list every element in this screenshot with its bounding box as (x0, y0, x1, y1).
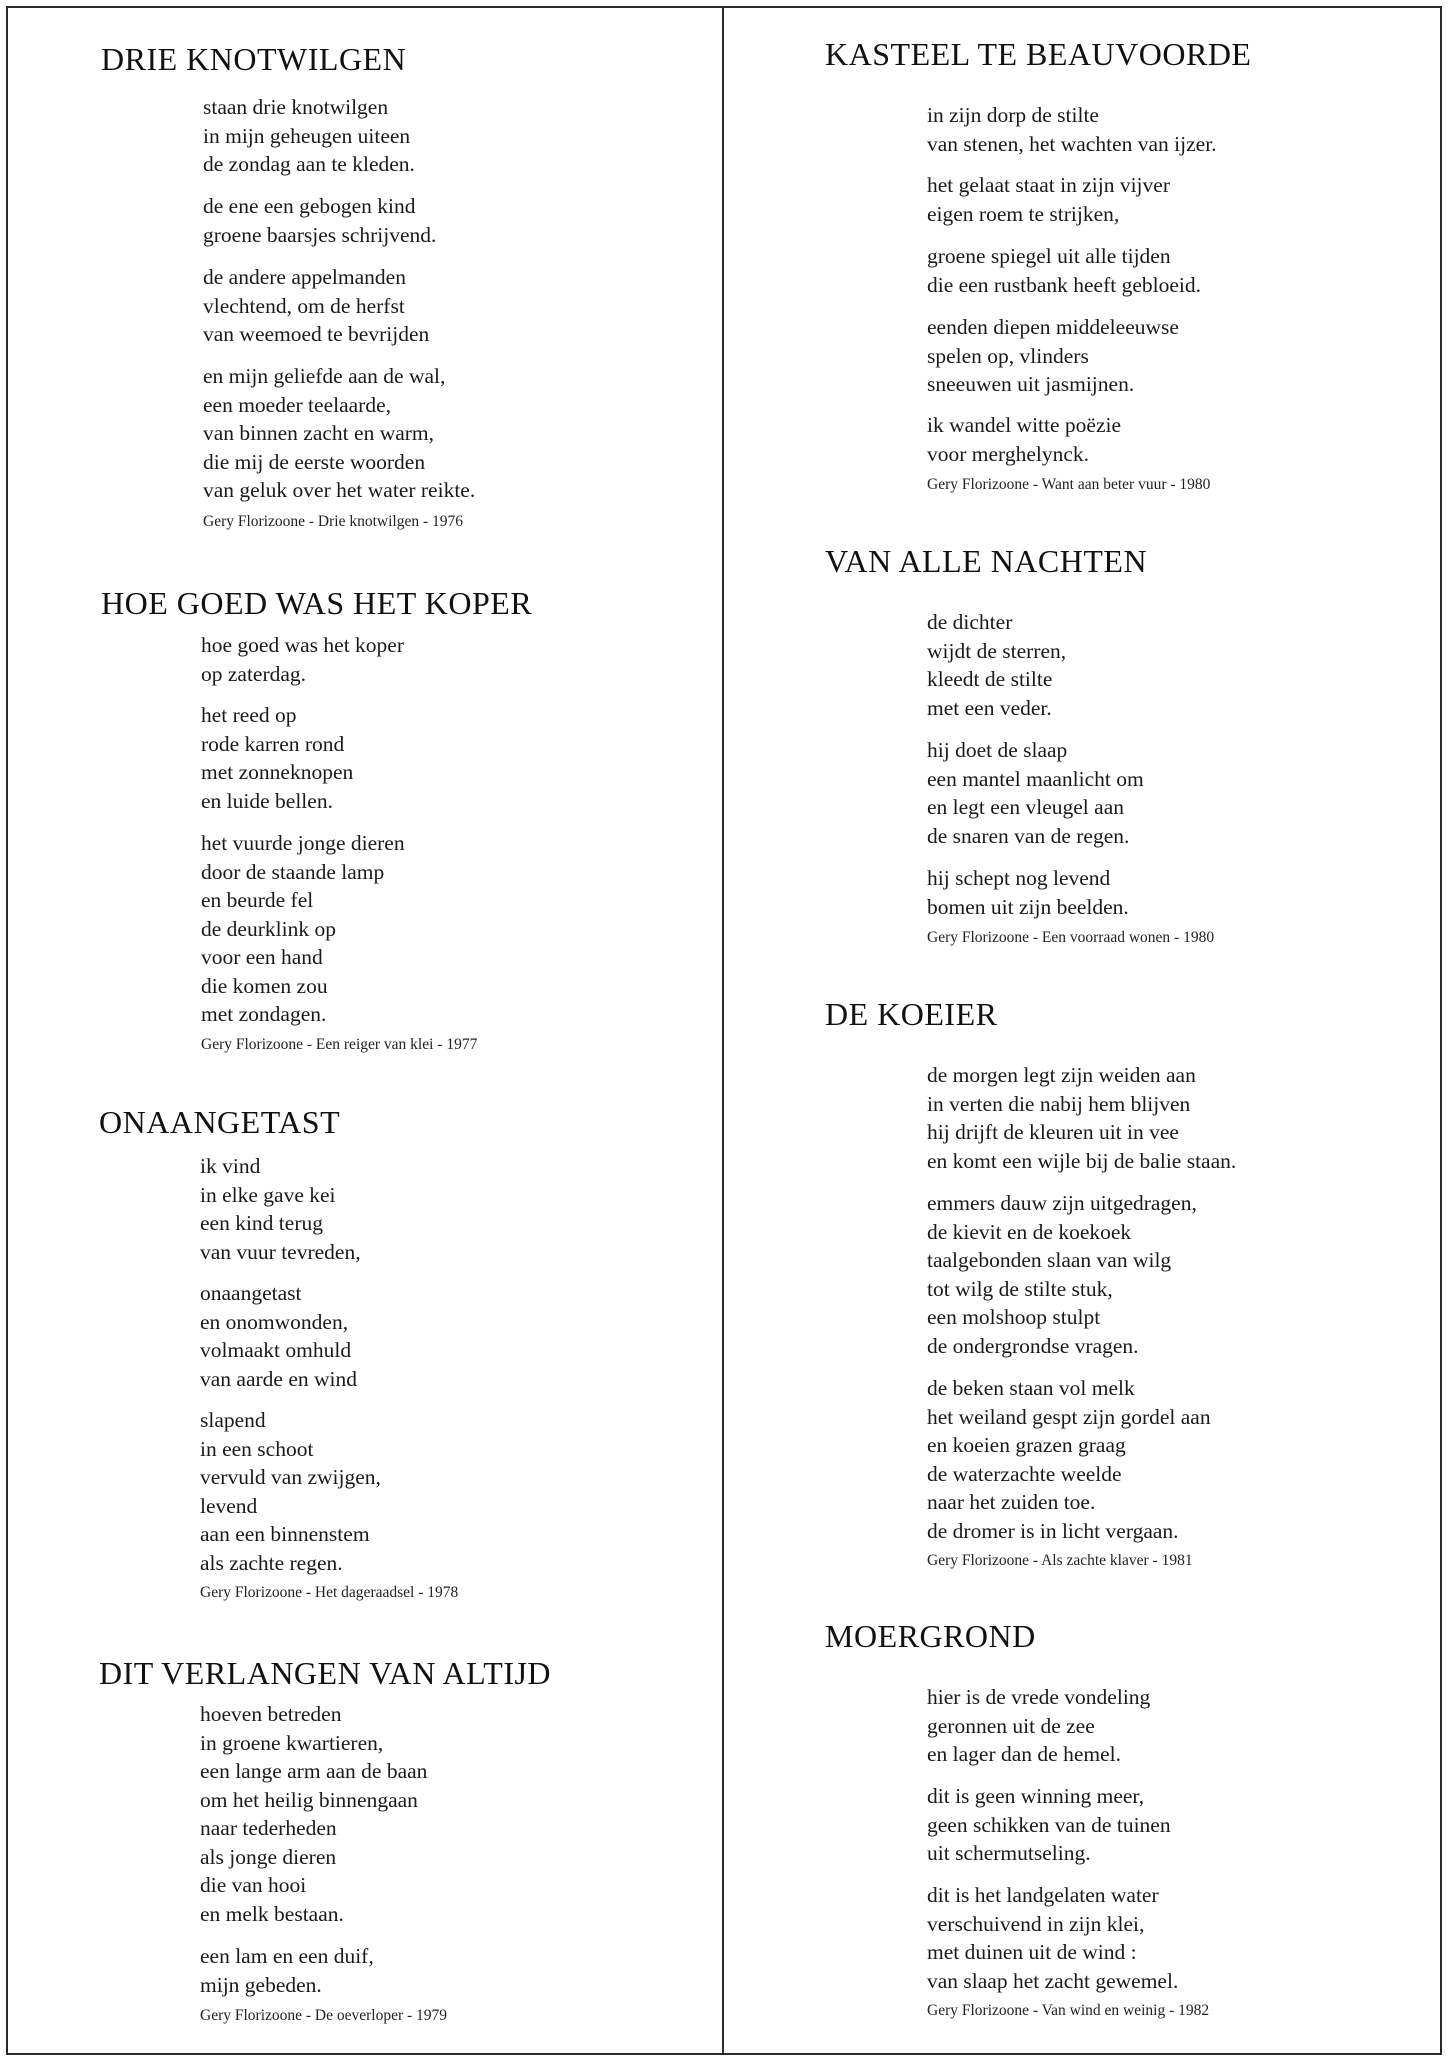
verse-line: in een schoot (200, 1436, 314, 1461)
stanza (927, 171, 1170, 228)
verse-line: en komt een wijle bij de balie staan. (927, 1148, 1237, 1173)
verse-line: tot wilg de stilte stuk, (927, 1276, 1113, 1301)
verse-line: in zijn dorp de stilte (927, 103, 1099, 127)
verse-line: emmers dauw zijn uitgedragen, (927, 1191, 1197, 1215)
verse-line: als jonge dieren (200, 1844, 337, 1869)
verse-line: taalgebonden slaan van wilg (927, 1248, 1172, 1272)
stanza (927, 313, 1179, 399)
verse-line: spelen op, vlinders (927, 343, 1089, 368)
verse-line: en beurde fel (201, 888, 314, 912)
verse-line: met een veder. (927, 695, 1052, 720)
poem-title: VAN ALLE NACHTEN (825, 543, 1148, 579)
verse-line: de beken staan vol melk (927, 1376, 1135, 1400)
verse-line: hij drijft de kleuren uit in vee (927, 1120, 1179, 1144)
poem-title: MOERGROND (825, 1618, 1036, 1654)
verse-line: van stenen, het wachten van ijzer. (927, 131, 1217, 156)
verse-line: de deurklink op (201, 916, 336, 941)
verse-line: naar tederheden (200, 1816, 337, 1840)
verse-line: door de staande lamp (201, 859, 385, 884)
stanza (927, 864, 1129, 921)
verse-line: in verten die nabij hem blijven (927, 1091, 1191, 1116)
stanza (927, 1881, 1178, 1995)
verse-line: en koeien grazen graag (927, 1433, 1126, 1457)
stanza (927, 1782, 1171, 1868)
verse-line: vlechtend, om de herfst (203, 293, 405, 318)
verse-line: geen schikken van de tuinen (927, 1812, 1171, 1837)
stanza (927, 101, 1217, 158)
verse-line: staan drie knotwilgen (203, 95, 389, 119)
verse-line: hoe goed was het koper (201, 633, 404, 657)
verse-line: met duinen uit de wind : (927, 1940, 1137, 1964)
verse-line: een kind terug (200, 1211, 323, 1235)
verse-line: rode karren rond (201, 731, 345, 756)
verse-line: vervuld van zwijgen, (200, 1465, 381, 1489)
verse-line: die een rustbank heeft gebloeid. (927, 272, 1202, 297)
verse-line: aan een binnenstem (200, 1522, 370, 1546)
verse-line: dit is geen winning meer, (927, 1784, 1145, 1808)
verse-line: en onomwonden, (200, 1309, 349, 1334)
verse-line: een moeder teelaarde, (203, 392, 391, 417)
stanza (203, 362, 475, 505)
verse-line: de ondergrondse vragen. (927, 1333, 1139, 1358)
stanza (201, 701, 353, 815)
verse-line: en melk bestaan. (200, 1901, 344, 1926)
poem-title: HOE GOED WAS HET KOPER (101, 585, 533, 621)
stanza (203, 93, 415, 179)
poem-credit: Gery Florizoone - Een voorraad wonen - 1980 (927, 929, 1215, 946)
stanza (927, 736, 1144, 850)
verse-line: het weiland gespt zijn gordel aan (927, 1404, 1211, 1429)
verse-line: volmaakt omhuld (200, 1338, 352, 1362)
verse-line: en luide bellen. (201, 788, 333, 813)
verse-line: uit schermutseling. (927, 1841, 1091, 1865)
poem-title: KASTEEL TE BEAUVOORDE (825, 36, 1252, 72)
poem-credit: Gery Florizoone - Een reiger van klei - 1977 (201, 1036, 478, 1053)
stanza (200, 1279, 357, 1393)
column-divider (722, 6, 724, 2055)
verse-line: groene baarsjes schrijvend. (203, 222, 437, 247)
verse-line: mijn gebeden. (200, 1972, 322, 1997)
verse-line: bomen uit zijn beelden. (927, 894, 1129, 919)
verse-line: het gelaat staat in zijn vijver (927, 173, 1170, 197)
poem-credit: Gery Florizoone - Van wind en weinig - 1982 (927, 2002, 1210, 2019)
verse-line: van vuur tevreden, (200, 1239, 361, 1264)
verse-line: die mij de eerste woorden (203, 449, 426, 474)
verse-line: hier is de vrede vondeling (927, 1685, 1151, 1709)
verse-line: de andere appelmanden (203, 265, 406, 289)
verse-line: de dromer is in licht vergaan. (927, 1518, 1179, 1543)
verse-line: in mijn geheugen uiteen (203, 123, 411, 148)
verse-line: onaangetast (200, 1281, 302, 1305)
verse-line: een lam en een duif, (200, 1944, 374, 1968)
verse-line: de morgen legt zijn weiden aan (927, 1063, 1196, 1087)
verse-line: de ene een gebogen kind (203, 194, 416, 218)
poem-credit: Gery Florizoone - Het dageraadsel - 1978 (200, 1584, 459, 1601)
stanza (927, 1189, 1197, 1360)
stanza (201, 631, 404, 688)
poem-title: DE KOEIER (825, 996, 998, 1032)
verse-line: het vuurde jonge dieren (201, 831, 405, 855)
verse-line: hij doet de slaap (927, 738, 1068, 762)
verse-line: een mantel maanlicht om (927, 766, 1144, 791)
verse-line: eigen roem te strijken, (927, 201, 1120, 226)
verse-line: slapend (200, 1408, 266, 1432)
poem-credit: Gery Florizoone - Want aan beter vuur - 1980 (927, 476, 1211, 493)
verse-line: eenden diepen middeleeuwse (927, 315, 1179, 339)
verse-line: van geluk over het water reikte. (203, 478, 476, 502)
stanza (200, 1942, 374, 1999)
poem-title: DRIE KNOTWILGEN (101, 41, 407, 77)
stanza (927, 411, 1121, 468)
verse-line: voor merghelynck. (927, 441, 1090, 466)
verse-line: de dichter (927, 610, 1013, 634)
stanza (201, 829, 405, 1029)
poem-title: ONAANGETAST (99, 1104, 341, 1140)
stanza (200, 1406, 381, 1577)
verse-line: en mijn geliefde aan de wal, (203, 364, 446, 388)
verse-line: ik wandel witte poëzie (927, 413, 1122, 437)
verse-line: hij schept nog levend (927, 866, 1111, 890)
verse-line: de waterzachte weelde (927, 1461, 1122, 1486)
poem-credit: Gery Florizoone - Als zachte klaver - 1981 (927, 1552, 1193, 1569)
verse-line: van weemoed te bevrijden (203, 322, 430, 346)
verse-line: van slaap het zacht gewemel. (927, 1968, 1179, 1993)
verse-line: hoeven betreden (200, 1702, 342, 1726)
stanza (927, 1683, 1150, 1769)
verse-line: van aarde en wind (200, 1366, 357, 1391)
poem-title: DIT VERLANGEN VAN ALTIJD (99, 1655, 552, 1691)
verse-line: met zonneknopen (201, 760, 354, 784)
verse-line: om het heilig binnengaan (200, 1787, 418, 1812)
verse-line: als zachte regen. (200, 1550, 343, 1575)
verse-line: naar het zuiden toe. (927, 1490, 1096, 1514)
verse-line: verschuivend in zijn klei, (927, 1911, 1145, 1936)
verse-line: de zondag aan te kleden. (203, 152, 415, 176)
verse-line: voor een hand (201, 945, 323, 969)
verse-line: dit is het landgelaten water (927, 1883, 1159, 1907)
verse-line: de snaren van de regen. (927, 823, 1130, 848)
stanza (200, 1152, 361, 1266)
stanza (203, 192, 436, 249)
verse-line: de kievit en de koekoek (927, 1219, 1132, 1244)
verse-line: wijdt de sterren, (927, 638, 1067, 663)
verse-line: van binnen zacht en warm, (203, 421, 435, 445)
verse-line: een lange arm aan de baan (200, 1759, 428, 1783)
verse-line: geronnen uit de zee (927, 1713, 1095, 1738)
verse-line: levend (200, 1493, 258, 1518)
verse-line: die komen zou (201, 973, 328, 998)
verse-line: en lager dan de hemel. (927, 1742, 1122, 1766)
verse-line: met zondagen. (201, 1002, 327, 1026)
verse-line: kleedt de stilte (927, 667, 1053, 691)
stanza (200, 1700, 427, 1928)
verse-line: het reed op (201, 703, 297, 727)
stanza (927, 242, 1201, 299)
stanza (927, 1061, 1236, 1175)
verse-line: groene spiegel uit alle tijden (927, 244, 1171, 268)
stanza (203, 263, 429, 349)
verse-line: op zaterdag. (201, 661, 307, 686)
poem-credit: Gery Florizoone - De oeverloper - 1979 (200, 2007, 448, 2024)
stanza (927, 1374, 1211, 1545)
stanza (927, 608, 1066, 722)
verse-line: en legt een vleugel aan (927, 795, 1124, 819)
verse-line: sneeuwen uit jasmijnen. (927, 372, 1135, 396)
verse-line: een molshoop stulpt (927, 1305, 1101, 1329)
verse-line: die van hooi (200, 1873, 307, 1897)
verse-line: in groene kwartieren, (200, 1730, 384, 1755)
verse-line: ik vind (200, 1154, 261, 1178)
verse-line: in elke gave kei (200, 1182, 336, 1207)
poem-credit: Gery Florizoone - Drie knotwilgen - 1976 (203, 513, 463, 530)
